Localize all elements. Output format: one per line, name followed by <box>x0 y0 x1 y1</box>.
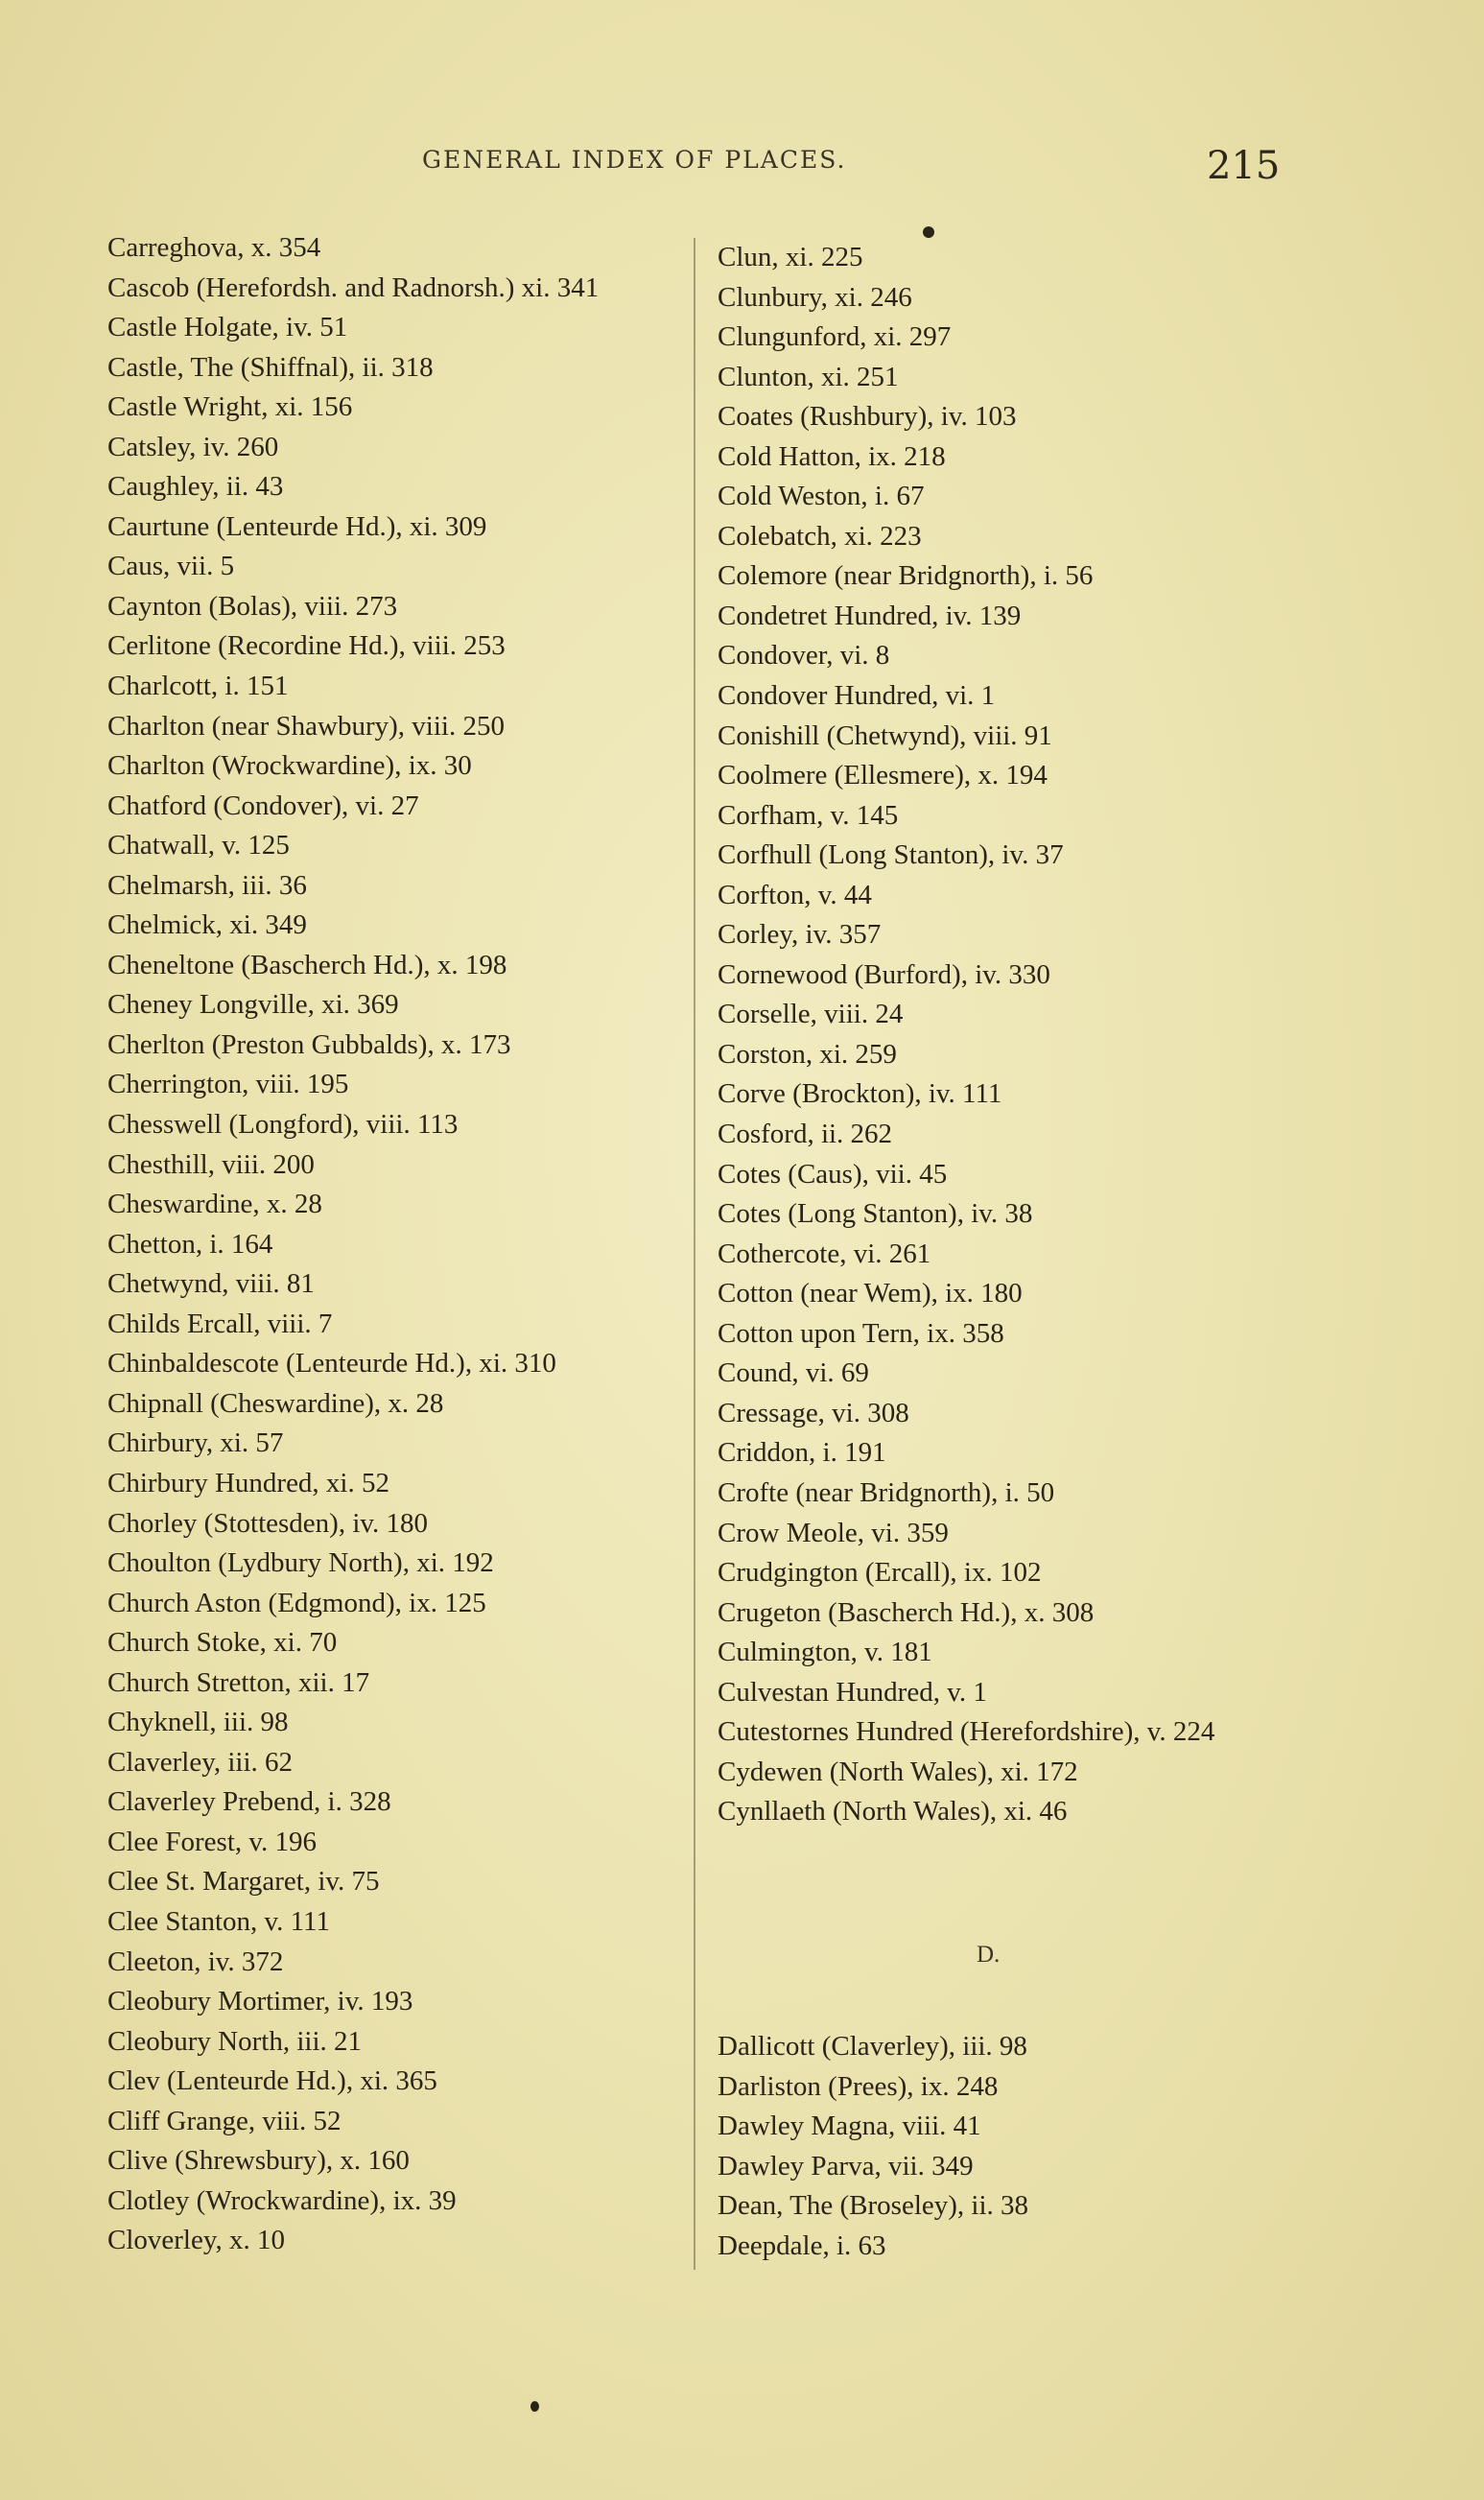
index-entry: Coates (Rushbury), iv. 103 <box>718 401 1017 433</box>
index-entry: Corve (Brockton), iv. 111 <box>718 1078 1002 1110</box>
index-entry: Cascob (Herefordsh. and Radnorsh.) xi. 341 <box>107 271 600 303</box>
index-entry: Conishill (Chetwynd), viii. 91 <box>718 719 1052 751</box>
section-heading-d: D. <box>977 1942 1001 1968</box>
index-entry: Cotes (Long Stanton), iv. 38 <box>718 1198 1033 1230</box>
section-d-entries <box>718 2027 1028 2266</box>
index-entry: Castle, The (Shiffnal), ii. 318 <box>107 351 434 383</box>
index-entry: Dawley Magna, viii. 41 <box>718 2111 981 2142</box>
index-entry: Cleobury Mortimer, iv. 193 <box>107 1986 413 2017</box>
index-entry: Cydewen (North Wales), xi. 172 <box>718 1756 1078 1787</box>
ink-blot <box>923 226 934 238</box>
index-entry: Cleobury North, iii. 21 <box>107 2025 363 2057</box>
index-entry: Cound, vi. 69 <box>718 1357 869 1389</box>
index-entry: Cold Hatton, ix. 218 <box>718 440 946 472</box>
index-entry: Chesswell (Longford), viii. 113 <box>107 1109 459 1141</box>
index-entry: Chesthill, viii. 200 <box>107 1148 315 1180</box>
index-entry: Crugeton (Bascherch Hd.), x. 308 <box>718 1596 1095 1628</box>
index-entry: Cold Weston, i. 67 <box>718 481 925 512</box>
index-entry: Cynllaeth (North Wales), xi. 46 <box>718 1796 1068 1828</box>
index-entry: Chyknell, iii. 98 <box>107 1707 289 1738</box>
index-entry: Clunbury, xi. 246 <box>718 281 912 313</box>
index-entry: Chirbury Hundred, xi. 52 <box>107 1467 389 1498</box>
index-entry: Carreghova, x. 354 <box>107 232 321 263</box>
index-entry: Cherrington, viii. 195 <box>107 1069 349 1100</box>
index-entry: Clee Forest, v. 196 <box>107 1826 318 1857</box>
index-entry: Cloverley, x. 10 <box>107 2225 285 2256</box>
index-entry: Clunton, xi. 251 <box>718 361 899 392</box>
index-entry: Caughley, ii. 43 <box>107 471 284 503</box>
index-entry: Cotton (near Wem), ix. 180 <box>718 1278 1023 1309</box>
index-entry: Coolmere (Ellesmere), x. 194 <box>718 760 1048 791</box>
index-entry: Cothercote, vi. 261 <box>718 1238 931 1269</box>
index-entry: Choulton (Lydbury North), xi. 192 <box>107 1547 494 1579</box>
index-entry: Chetton, i. 164 <box>107 1228 273 1260</box>
index-entry: Darliston (Prees), ix. 248 <box>718 2070 999 2102</box>
index-entry: Cleeton, iv. 372 <box>107 1946 284 1977</box>
index-entry: Culvestan Hundred, v. 1 <box>718 1676 987 1708</box>
index-entry: Charlcott, i. 151 <box>107 671 289 702</box>
index-entry: Chetwynd, viii. 81 <box>107 1268 315 1300</box>
index-entry: Clev (Lenteurde Hd.), xi. 365 <box>107 2065 437 2097</box>
index-entry: Corfton, v. 44 <box>718 879 872 910</box>
index-entry: Cheney Longville, xi. 369 <box>107 989 399 1021</box>
index-entry: Claverley Prebend, i. 328 <box>107 1786 391 1818</box>
index-entry: Clee St. Margaret, iv. 75 <box>107 1866 380 1898</box>
index-entry: Chelmarsh, iii. 36 <box>107 869 307 901</box>
index-entry: Crow Meole, vi. 359 <box>718 1517 949 1548</box>
index-entry: Corfhull (Long Stanton), iv. 37 <box>718 839 1064 871</box>
page-number: 215 <box>1207 144 1281 188</box>
column-divider <box>694 238 695 2270</box>
index-entry: Claverley, iii. 62 <box>107 1746 294 1778</box>
index-entry: Colebatch, xi. 223 <box>718 520 922 552</box>
index-entry: Chinbaldescote (Lenteurde Hd.), xi. 310 <box>107 1348 556 1380</box>
index-entry: Caynton (Bolas), viii. 273 <box>107 590 398 622</box>
index-entry: Crudgington (Ercall), ix. 102 <box>718 1557 1042 1589</box>
index-entry: Cornewood (Burford), iv. 330 <box>718 958 1050 990</box>
index-entry: Dean, The (Broseley), ii. 38 <box>718 2190 1029 2222</box>
index-entry: Corselle, viii. 24 <box>718 999 904 1030</box>
index-entry: Castle Wright, xi. 156 <box>107 391 353 423</box>
index-entry: Clee Stanton, v. 111 <box>107 1905 330 1937</box>
index-entry: Chatwall, v. 125 <box>107 830 290 861</box>
index-entry: Condover, vi. 8 <box>718 640 890 672</box>
running-header: GENERAL INDEX OF PLACES. <box>422 146 847 174</box>
index-entry: Criddon, i. 191 <box>718 1437 886 1469</box>
left-index-column <box>107 228 683 2261</box>
index-entry: Corfham, v. 145 <box>718 799 899 831</box>
index-entry: Church Stretton, xii. 17 <box>107 1666 370 1698</box>
right-index-column <box>718 238 1293 1832</box>
index-entry: Charlton (near Shawbury), viii. 250 <box>107 710 505 742</box>
index-entry: Catsley, iv. 260 <box>107 431 279 462</box>
index-entry: Cliff Grange, viii. 52 <box>107 2105 342 2136</box>
index-entry: Dallicott (Claverley), iii. 98 <box>718 2031 1027 2062</box>
index-entry: Cosford, ii. 262 <box>718 1119 893 1150</box>
index-entry: Chatford (Condover), vi. 27 <box>107 790 419 821</box>
index-entry: Caus, vii. 5 <box>107 551 235 582</box>
index-entry: Cotes (Caus), vii. 45 <box>718 1158 948 1190</box>
index-entry: Clotley (Wrockwardine), ix. 39 <box>107 2184 457 2216</box>
index-entry: Colemore (near Bridgnorth), i. 56 <box>718 560 1094 592</box>
index-entry: Chipnall (Cheswardine), x. 28 <box>107 1387 444 1419</box>
index-entry: Cheneltone (Bascherch Hd.), x. 198 <box>107 949 507 980</box>
index-entry: Cutestornes Hundred (Herefordshire), v. 224 <box>718 1716 1215 1748</box>
index-entry: Clun, xi. 225 <box>718 242 863 272</box>
index-entry: Cherlton (Preston Gubbalds), x. 173 <box>107 1028 511 1060</box>
index-entry: Childs Ercall, viii. 7 <box>107 1308 333 1339</box>
index-entry: Clungunford, xi. 297 <box>718 321 952 353</box>
index-entry: Corston, xi. 259 <box>718 1038 897 1070</box>
index-entry: Church Stoke, xi. 70 <box>107 1627 338 1659</box>
index-entry: Church Aston (Edgmond), ix. 125 <box>107 1587 486 1618</box>
index-entry: Condover Hundred, vi. 1 <box>718 680 996 712</box>
index-entry: Castle Holgate, iv. 51 <box>107 312 348 343</box>
index-entry: Chelmick, xi. 349 <box>107 909 307 941</box>
index-entry: Caurtune (Lenteurde Hd.), xi. 309 <box>107 510 487 542</box>
index-entry: Chorley (Stottesden), iv. 180 <box>107 1507 428 1539</box>
index-entry: Chirbury, xi. 57 <box>107 1427 284 1459</box>
index-entry: Dawley Parva, vii. 349 <box>718 2150 974 2182</box>
ink-blot <box>530 2401 539 2412</box>
index-entry: Cressage, vi. 308 <box>718 1397 909 1428</box>
index-entry: Cerlitone (Recordine Hd.), viii. 253 <box>107 630 506 662</box>
index-entry: Corley, iv. 357 <box>718 919 882 951</box>
index-entry: Deepdale, i. 63 <box>718 2229 886 2261</box>
index-entry: Cheswardine, x. 28 <box>107 1189 322 1220</box>
index-entry: Condetret Hundred, iv. 139 <box>718 600 1022 631</box>
index-entry: Crofte (near Bridgnorth), i. 50 <box>718 1476 1055 1508</box>
index-entry: Culmington, v. 181 <box>718 1637 932 1668</box>
index-entry: Clive (Shrewsbury), x. 160 <box>107 2145 410 2177</box>
index-entry: Charlton (Wrockwardine), ix. 30 <box>107 750 472 782</box>
index-entry: Cotton upon Tern, ix. 358 <box>718 1317 1004 1349</box>
